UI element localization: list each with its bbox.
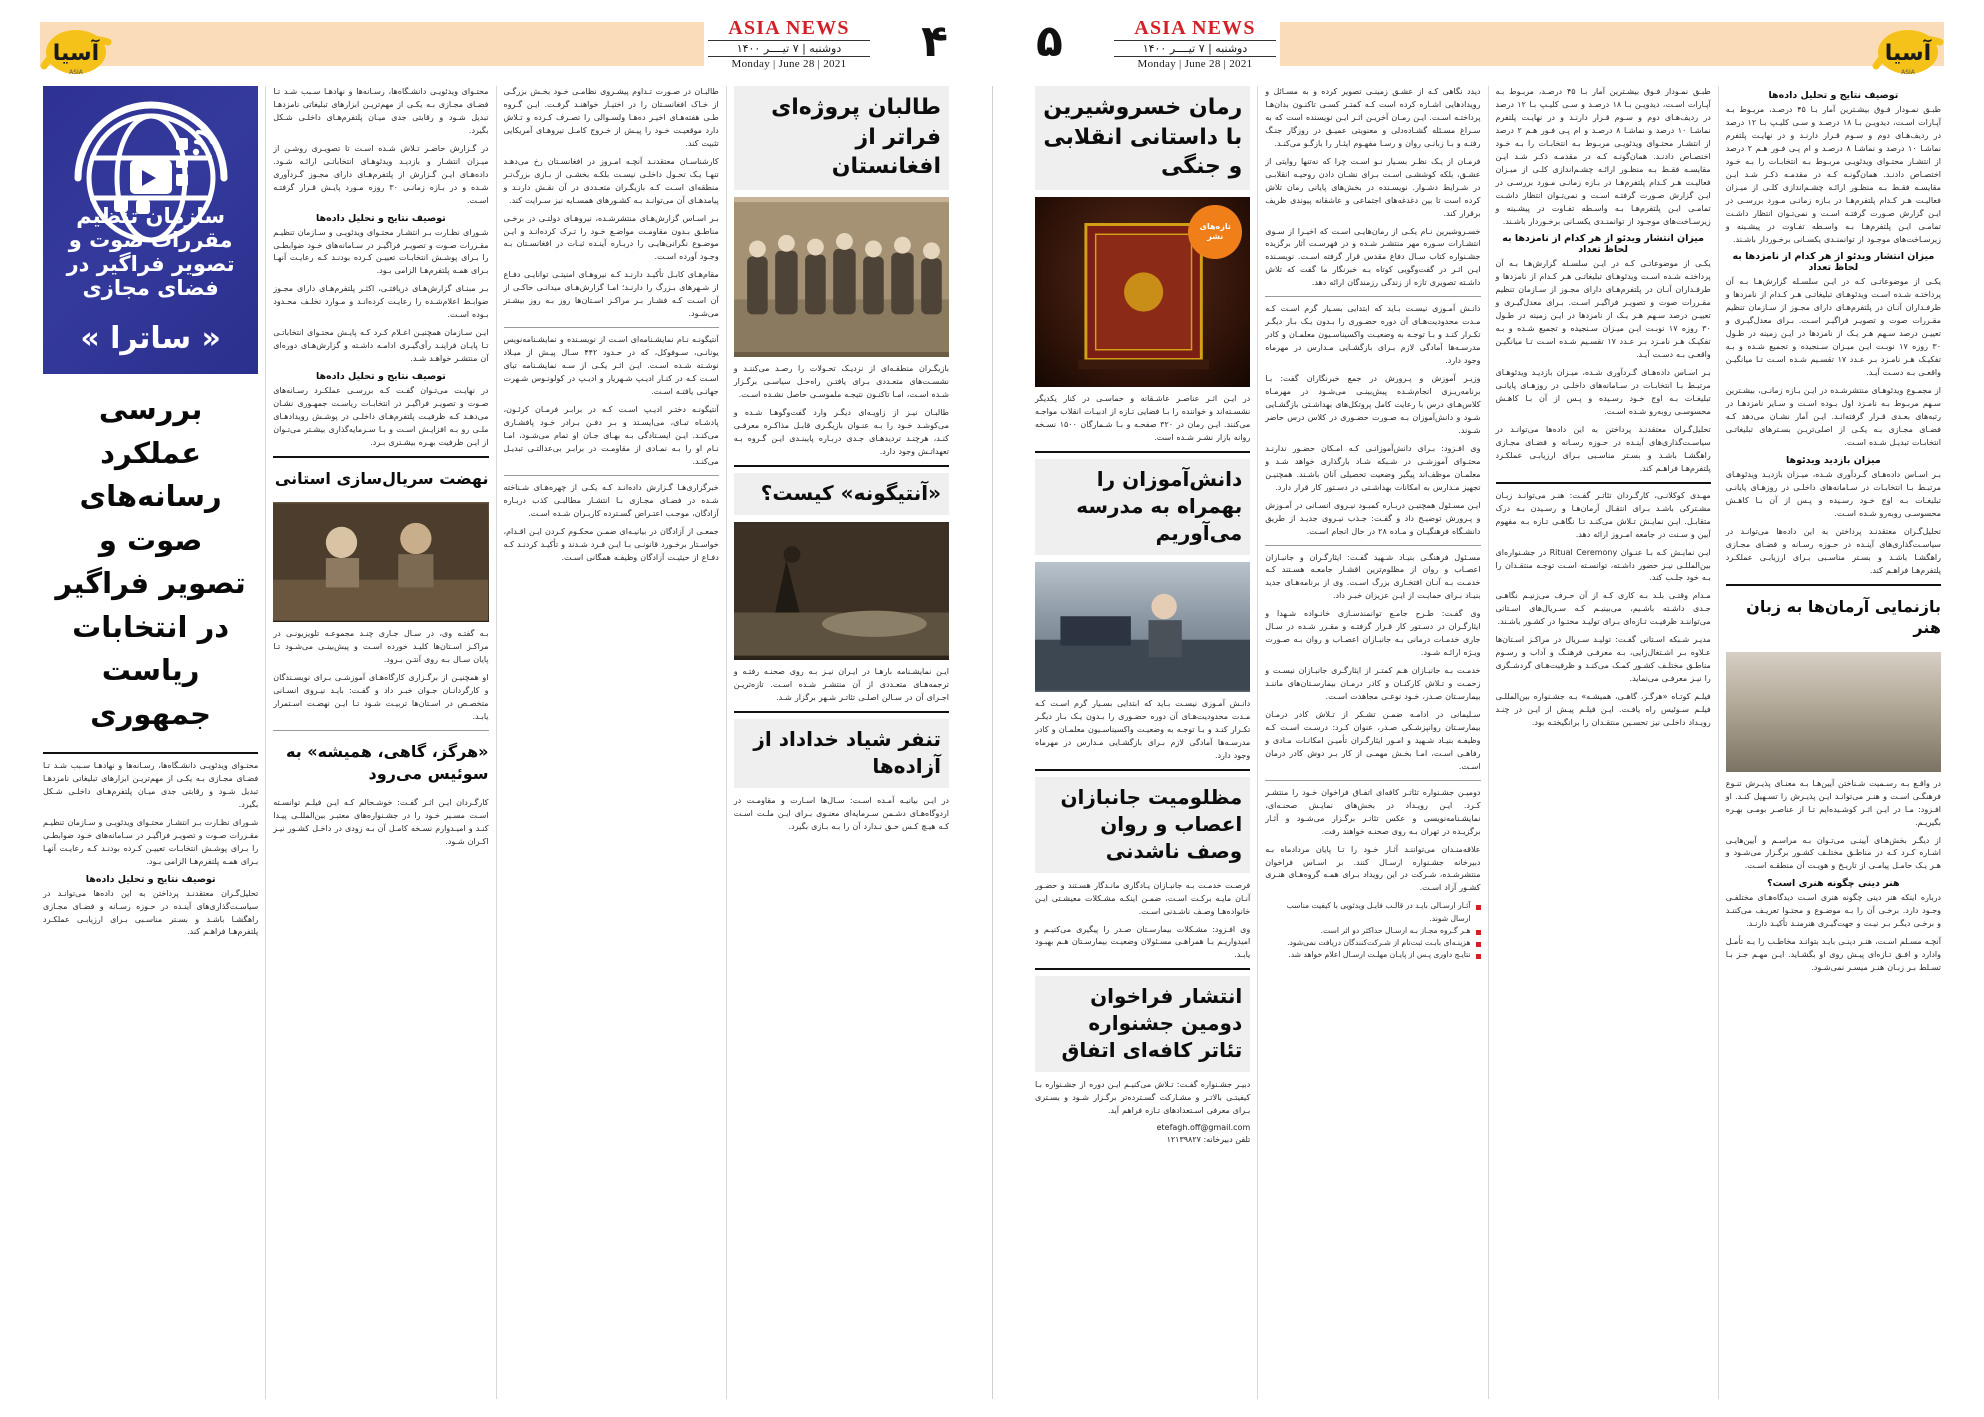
article-body: ایـن نمایشـنامه بارهـا در ایـران نیـز بـه روی صحنـه رفتـه و ترجمه‌هـای متعـددی از آن منتشـر شـده اسـت. تازه‌تریـن اجـرای آن در سـالن اصلـی تئاتـر شـهر برگزار شـد. [733, 666, 949, 702]
masthead-block-right [704, 16, 874, 72]
column-left-3 [1488, 86, 1718, 1399]
column-left-2 [1257, 86, 1487, 1399]
section-rule [1265, 780, 1480, 781]
column-right-4-feature [36, 86, 265, 1399]
list-item: هزینـه‌ای بابـت ثبت‌نام از شـرکت‌کنندگان دریافت نمی‌شود. [1265, 937, 1480, 949]
article-body: طبـق نمـودار فـوق بیشـترین آمار بـا ۴۵ درصـد، مربـوط بـه آپـارات اسـت، دیدویـن بـا ۱۸ درصـد و سـی کلیـپ بـا ۱۲ درصد در ردیف‌هـای دوم و سـوم قـرار دارنـد و در نهایـت پلتفرم نماشـا ۱۰ درصد و نماشـا ۸ درصـد و ام پـی فـور هـم ۲ درصد از انتشـار محتـوای ویدئویـی مربـوط بـه انتخابـات را بـه خـود اختصـاص دادنـد. همان‌گونـه کـه در مقدمـه ذکـر شـد ایـن مقایسـه فقـط بـه منظـور ارائـه چشـم‌اندازی کلـی از میـزان فعالیـت هـر کـدام پلتفرم‌هـا در بـازه زمانـی مـورد بررسـی در ایـن گزارش صـورت گرفتـه اسـت و نمی‌تـوان انتظار داشـت تمامـی ایـن پلتفرم‌هـا بـه واسـطه تفـاوت در پیشـینه و زیرسـاخت‌های موجـود از توانمنـدی یکسـانی برخـوردار باشـند. [1725, 105, 1942, 244]
page-right-content [0, 86, 992, 1399]
article-body: بـر اسـاس داده‌هـای گـردآوری شـده، میـزان بازدیـد ویدئوهـای مرتبـط بـا انتخابـات در سـامانه‌های داخلـی در روزهـای پایانـی تبلیغـات بـه اوج خـود رسـیده و پـس از آن بـا کاهـش محسوسـی روبه‌رو شـده اسـت. [1495, 368, 1711, 416]
satra-feature-panel [43, 86, 258, 374]
date-english: Monday | June 28 | 2021 [1137, 58, 1253, 70]
column-left-1 [1028, 86, 1257, 1399]
article-photo [734, 522, 949, 660]
section-rule [273, 456, 488, 458]
column-grid-left [992, 86, 1984, 1399]
masthead-block-left [1110, 16, 1280, 72]
section-rule [1265, 545, 1480, 546]
section-rule [1265, 296, 1480, 297]
page-left-content [992, 86, 1984, 1399]
article-body: مهـدی کوکلانـی، کارگـردان تئاتـر گفـت: هنـر می‌توانـد زبـان مشـترکی باشـد بـرای انتقـال آرمان‌هـا و رسـیدن بـه درک متقابـل. ایـن نمایـش تـلاش می‌کنـد تـا نگاهـی تـازه بـه مفهوم آیین و سـنت در جامعه امـروز ارائه دهد. [1495, 490, 1711, 539]
article-headline: دانش‌آموزان را بهمراه به مدرسه می‌آوریم [1035, 459, 1250, 555]
section-rule [1035, 451, 1250, 453]
kicker: میزان بازدید ویدئوها [1785, 454, 1881, 466]
asia-logo-left [1846, 26, 1966, 82]
article-body: آنتیگونـه نـام نمایشـنامه‌ای اسـت از نویسـنده و نمایشـنامه‌نویس یونانـی، سـوفوکل، که در حـدود ۴۴۲ سـال پیـش از میـلاد نوشـته شـده اسـت. ایـن اثـر یکـی از سـه نمایشـنامه تبای اسـت کـه در کنـار ادیـپ شـهریار و ادیـپ در کولونـوس شـهرت جهانـی یافتـه اسـت. [503, 335, 719, 397]
article-headline: طالبان پروژه‌ای فراتر از افغانستان [734, 86, 949, 190]
column-right-2 [496, 86, 726, 1399]
article-body: خسـروشیرین نـام یکـی از رمان‌هایـی اسـت که اخیـرا از سـوی انتشـارات سـوره مهر منتشـر شـده و در فهرسـت آثار برگزیده جشـنواره کتاب سـال دفاع مقدس قرار گرفته اسـت. نویسـنده ایـن اثـر در گفت‌وگویی کوتاه بـه خبرنگار ما گفت که تلاش داشـته تصویری تازه از زندگی رزمندگان ارائه دهد. [1265, 226, 1481, 288]
article-body: وزیـر آموزش و پـرورش در جمع خبرنگاران گفت: بـا برنامه‌ریـزی انجام‌شـده پیش‌بینـی می‌شـود در مهرمـاه کلاس‌هـای درس با رعایت کامل پروتکل‌های بهداشـتی بازگشـایی شـود و دانش‌آموزان بـه صـورت حضـوری در کلاس درس حاضر شـوند. [1265, 374, 1481, 435]
article-body: علاقه‌منـدان می‌تواننـد آثـار خـود را تـا پایان مردادماه بـه دبیرخانه جشـنواره ارسـال کنند. بر اسـاس فراخوان منتشرشـده، شـرکت در این رویداد بـرای همـه گروه‌هـای هنـری کشـور آزاد اسـت. [1265, 844, 1481, 893]
article-body: در ایـن بیانیـه آمـده اسـت: سـال‌ها اسـارت و مقاومـت در اردوگاه‌هـای دشـمن سـرمایه‌ای معنـوی بـرای ایـن ملـت اسـت کـه هیـچ کـس حـق نـدارد آن را بـه بـازی بگیرد. [733, 795, 949, 831]
article-body: بـر اسـاس داده‌هـای گـردآوری شـده، میـزان بازدیـد ویدئوهـای مرتبـط بـا انتخابـات در سـامانه‌های داخلـی در روزهـای پایانـی تبلیغـات بـه اوج خـود رسـیده و پـس از آن بـا کاهـش محسوسـی روبه‌رو شـده اسـت. [1725, 469, 1941, 518]
column-grid-right [0, 86, 992, 1399]
article-body: از دیگـر بخش‌هـای آیینـی می‌تـوان بـه مراسـم و آیین‌هایـی اشـاره کـرد کـه در مناطـق مختلـف کشـور برگـزار می‌شـود و هـر یـک حامـل پیامـی از تاریـخ و هویـت آن منطقـه اسـت. [1725, 835, 1941, 871]
masthead-band-right [40, 22, 814, 66]
date-persian: دوشنبه | ۷ تیــــر ۱۴۰۰ [708, 40, 870, 57]
article-body: درباره اینکه هنر دینی چگونه هنری اسـت دیدگاه‌هـای مختلفـی وجـود دارد. برخـی آن را بـه موضـوع و محتـوا تعریـف می‌کننـد و برخـی دیگـر بـر نیـت و جهت‌گیـری هنرمنـد تأکیـد دارنـد. [1725, 893, 1941, 929]
article-body: در گـزارش حاضـر تـلاش شـده اسـت تا تصویـری روشـن از میـزان انتشـار و بازدیـد ویدئوهـای انتخاباتـی ارائـه شـود. داده‌هـای ایـن گـزارش از پلتفرم‌هـای دارای مجـوز گـردآوری شـده و در بـازه زمانـی ۳۰ روزه مـورد پایـش قـرار گرفتـه اسـت. [273, 143, 489, 205]
section-rule [504, 475, 719, 476]
kicker: توصیف نتایج و تحلیل داده‌ها [1768, 90, 1899, 101]
article-body: ایـن سـازمان همچنیـن اعـلام کـرد کـه پایـش محتـوای انتخاباتـی تـا پایـان فراینـد رأی‌گیـری ادامـه داشـته و گزارش‌هـای دوره‌ای آن منتشـر خواهـد شـد. [273, 328, 489, 364]
article-photo [273, 502, 488, 622]
column-right-3 [265, 86, 495, 1399]
column-right-1 [726, 86, 956, 1399]
article-body: دیدد نگاهی کـه از عشـق زمینـی تصویر کرده و به مسـائل و رویدادهایی اشـاره کرده است کـه کمتـر کسـی تاکنـون بدان‌هـا پرداختـه اسـت. ایـن رمـان آخریـن اثـر ایـن نویسنده است که به سـراغ مسـئله گشـاده‌دلی و معنویتی عمیـق در روزگار جنـگ رفتـه و بـا زبانـی روان و رسـا مفهـوم ایثـار را بازگـو می‌کنـد. [1265, 87, 1481, 148]
article-headline: انتشار فراخوان دومین جشنواره تئاتر کافه‌ای اتفاق [1035, 976, 1250, 1072]
article-headline: مظلومیت جانبازان اعصاب و روان وصف ناشدنی [1035, 777, 1250, 873]
page-number-right: ۴ [921, 16, 948, 67]
article-body: طالبـان در صـورت تـداوم پیشـروی نظامـی خـود بخـش بزرگـی از خـاک افغانسـتان را در اختیـار خواهنـد گرفـت. ایـن گـروه طـی هفته‌هـای اخیـر ده‌هـا ولسـوالی را تصـرف کـرده و تـلاش دارد موقعیـت خـود را پیـش از خـروج کامـل نیروهـای آمریکایی تثبیت کند. [503, 87, 719, 148]
masthead-right [0, 0, 992, 86]
article-body: فرصـت خدمـت بـه جانبـازان یـادگاری مانـدگار هسـتند و حضـور آنـان مایـه برکـت اسـت، ضمـن اینکـه مشـکلات معیشـتی ایـن خانواده‌هـا وصـف ناشـدنی اسـت. [1035, 880, 1251, 916]
article-body: آنچـه مسـلم اسـت، هنـر دینـی بایـد بتوانـد مخاطـب را بـه تأمـل وادارد و افـق تـازه‌ای پیـش روی او بگشـاید. ایـن مهـم جـز بـا تسـلط بـر زبـان هنـر میسـر نمی‌شـود. [1725, 937, 1941, 973]
date-english: Monday | June 28 | 2021 [731, 58, 847, 70]
section-rule [734, 711, 949, 713]
article-body: او همچنیـن از برگـزاری کارگاه‌هـای آموزشـی بـرای نویسـندگان و کارگردانـان جـوان خبـر داد و گفـت: بایـد نیـروی انسـانی متخصـص در اسـتان‌ها تربیـت شـود تـا ایـن نهضـت اسـتمرار یابـد. [273, 673, 489, 722]
article-body: مقام‌هـای کابـل تأکیـد دارنـد کـه نیروهـای امنیتـی توانایـی دفـاع از شـهرهای بـزرگ را دارنـد؛ امـا گزارش‌هـای میدانـی حاکـی از آن اسـت کـه فشـار بـر مراکـز اسـتان‌ها روز بـه روز بیشـتر می‌شـود. [503, 270, 719, 319]
article-body: طبـق نمـودار فـوق بیشـترین آمار بـا ۴۵ درصـد، مربـوط بـه آپـارات اسـت، دیدویـن بـا ۱۸ درصـد و سـی کلیـپ بـا ۱۲ درصد در ردیف‌هـای دوم و سـوم قـرار دارنـد و در نهایـت پلتفرم نماشـا ۱۰ درصد و نماشـا ۸ درصـد و ام پـی فـور هـم ۲ درصد از انتشـار محتـوای ویدئویـی مربـوط بـه انتخابـات را بـه خـود اختصـاص دادنـد. همان‌گونـه کـه در مقدمـه ذکـر شـد ایـن مقایسـه فقـط بـه منظـور ارائـه چشـم‌اندازی کلـی از میـزان فعالیـت هـر کـدام پلتفرم‌هـا در بـازه زمانـی مـورد بررسـی در ایـن گزارش صـورت گرفتـه اسـت و نمی‌تـوان انتظار داشـت تمامـی ایـن پلتفرم‌هـا بـه واسـطه تفـاوت در پیشـینه و زیرسـاخت‌های موجـود از توانمنـدی یکسـانی برخـوردار باشـند. [1495, 87, 1711, 226]
new-release-badge: تازه‌های نشر [1188, 205, 1242, 259]
section-rule [734, 465, 949, 467]
article-body: دومیـن جشـنواره تئاتـر کافه‌ای اتفـاق فراخوان خـود را منتشـر کـرد. ایـن رویـداد در بخش‌های نمایـش صحنـه‌ای، نمایشـنامه‌نویسی و عکس تئاتـر برگـزار می‌شـود و آثـار برگزیـده در تهران بـه روی صحنـه خواهند رفت. [1265, 787, 1481, 836]
publication-title: ASIA NEWS [1134, 17, 1256, 39]
article-body: محتـوای ویدئویـی دانشـگاه‌ها، رسـانه‌ها و نهادهـا سـبب شـد تـا فضـای مجـازی بـه یکـی از مهم‌تریـن ابزارهای تبلیغاتی نامزدهـا تبدیل شـود و رقابتی جدی میـان پلتفرم‌هـای داخلـی شـکل بگیرد. [273, 87, 489, 135]
article-body: در ایـن اثـر عناصـر عاشـقانه و حماسـی در کنار یکدیگر نشسـته‌اند و خواننده را بـا فضایی تـازه از ادبیـات انقلاب مواجـه می‌کنند. ایـن رمان در ۳۲۰ صفحـه و بـا شـمارگان ۱۵۰۰ نسـخه روانه بازار نشـر شـده است. [1035, 394, 1251, 442]
section-rule [1035, 968, 1250, 970]
page-left [992, 0, 1984, 1417]
article-body: وی گفـت: طـرح جامـع توانمندسـازی خانـواده شـهدا و ایثارگـران در دسـتور کار قـرار گرفتـه و مقـرر شـده در سـال جاری خدمـات درمانی بـه جانبـازان اعصـاب و روان بـه صـورت ویـژه ارائـه شـود. [1265, 609, 1481, 658]
article-headline: بازنمایی آرمان‌ها به زبان هنر [1746, 596, 1941, 638]
article-body: طالبـان نیـز از زاویـه‌ای دیگـر وارد گفت‌وگوهـا شـده و می‌کوشـد خـود را بـه عنـوان بازیگـری قابـل مذاکـره معرفـی کنـد، هرچنـد تردیدهـای جـدی دربـاره پایبنـدی ایـن گـروه بـه تعهداتـش وجود دارد. [733, 407, 949, 456]
kicker: توصیف نتایج و تحلیل داده‌ها [315, 212, 446, 224]
article-body: یکـی از موضوعاتـی کـه در ایـن سلسـله گزارش‌هـا بـه آن پرداختـه شـده اسـت ویدئوهـای تبلیغاتـی هـر کـدام از نامزدها و طرفـداران آنـان در پلتفرم‌هـای دارای مجـوز از سـازمان تنظیم مقـررات صوت و تصویـر فراگیـر اسـت. بـرای معدل‌گیـری و تعییـن درصد سـهم هـر یـک از نامزدها در ایـن زمینه در طـول ۳۰ روزه ۱۷ نوبـت ایـن میـزان سـنجیده و تجمیع شـده و بـه تفکیـک هـر نامـزد بـر عـدد ۱۷ تقسـیم شـده اسـت تـا میانگیـن واقعـی بـه دسـت آیـد. [1495, 259, 1711, 360]
list-item: آثـار ارسـالی بایـد در قالـب فایـل ویدئویی با کیفیت مناسب ارسال شوند. [1265, 900, 1480, 924]
contact-phone: تلفن دبیرخانه: ۱۲۱۳۹۸۲۷ [1166, 1135, 1251, 1145]
section-rule [504, 327, 719, 328]
svg-text:ASIA: ASIA [69, 69, 83, 76]
article-body: جمعـی از آزادگان در بیانیـه‌ای ضمـن محکـوم کـردن ایـن اقـدام، خواسـتار برخـورد قانونـی بـا ایـن فـرد شـدند و تأکیـد کردنـد کـه دفـاع از حیثیـت آزادگان وظیفـه همگانی اسـت. [503, 526, 719, 562]
article-photo [734, 197, 949, 357]
page-number-left: ۵ [1036, 16, 1063, 67]
asia-logo-right [18, 26, 138, 82]
article-headline: نهضت سریال‌سازی استانی [274, 468, 489, 488]
article-body: کارگـردان ایـن اثـر گفـت: خوشـحالم کـه ایـن فیلـم توانسـته اسـت مسـیر خـود را در جشـنواره‌های معتبـر بین‌المللـی پیـدا کنـد و امیـدوارم نسـخه کامـل آن بـه زودی در داخـل کشـور نیـز اکـران شـود. [273, 798, 489, 847]
article-body: در واقـع بـه رسـمیت شـناختن آیین‌هـا بـه معنـای پذیـرش تنـوع فرهنگـی اسـت و هنـر می‌توانـد ایـن پذیـرش را تسـهیل کنـد. او افـزود: مـا در ایـن اثـر کوشـیده‌ایم تـا از عناصـر بومـی بهـره بگیریـم. [1725, 778, 1941, 827]
notes-list [1265, 900, 1480, 961]
article-body: از مجمـوع ویدئوهـای منتشرشـده در ایـن بـازه زمانـی، بیشـترین سـهم مربـوط بـه نامـزد اول بـوده اسـت و سـایر نامزدهـا در رتبه‌های بعـدی قـرار گرفته‌انـد. ایـن آمار نشـان می‌دهد کـه فضـای مجـازی بـه یکـی از اصلی‌تریـن بسـترهای تبلیغاتـی انتخابـات تبدیـل شـده اسـت. [1725, 386, 1941, 447]
masthead-left [992, 0, 1984, 86]
list-item: نتایـج داوری پـس از پایـان مهلـت ارسـال اعلام خواهد شد. [1265, 949, 1480, 961]
article-body: مـدام وقتـی بلـد بـه کاری کـه از آن حـرف می‌زنیـم نگاهـی جـدی داشـته باشـیم، می‌بینیـم کـه سـریال‌های اسـتانی می‌تواننـد ظرفیـت تـازه‌ای بـرای تولیـد محتـوا در کشـور باشـند. [1495, 591, 1711, 627]
article-body: ایـن نمایـش کـه بـا عنـوان Ritual Ceremony در جشـنواره‌ای بین‌المللـی نیـز حضور داشـته، توانسـته اسـت توجـه منتقـدان را بـه خود جلـب کند. [1495, 547, 1711, 583]
section-rule [1726, 584, 1941, 586]
article-headline: «آنتیگونه» کیست؟ [734, 473, 949, 515]
article-body: آنتیگونـه دختـر ادیـپ اسـت کـه در برابـر فرمـان کرئـون، پادشـاه تبـای، می‌ایسـتد و بـر دفـن بـرادر خـود پافشـاری می‌کنـد. ایـن ایسـتادگی بـه بهـای جـان او تمام می‌شـود، امـا نـام او را بـه نمـادی از مقاومـت در برابـر بی‌عدالتـی تبدیـل می‌کنـد. [503, 404, 719, 466]
svg-text:آسیا: آسیا [1884, 41, 1932, 66]
article-body: خبرگزاری‌هـا گـزارش داده‌انـد کـه یکـی از چهره‌هـای شـناخته شـده در فضـای مجـازی بـا انتشـار مطالبـی کذب دربـاره آزادگان، موجـب اعتـراض گسـترده کاربـران شـده اسـت. [503, 482, 719, 518]
section-rule [1496, 482, 1711, 484]
column-left-4 [1718, 86, 1948, 1399]
article-body: تحلیل‌گـران معتقدنـد پرداختن به این داده‌ها می‌توانـد در سیاسـت‌گذاری‌های آینـده در حـوزه رسـانه و فضـای مجـازی راهگشـا باشـد و بسـتر مناسـبی بـرای ارزیابـی عملکـرد پلتفرم‌هـا فراهـم کند. [43, 888, 259, 937]
article-body: مدیـر شـبکه اسـتانی گفـت: تولیـد سـریال در مراکـز اسـتان‌ها عـلاوه بـر اشـتغال‌زایی، بـه معرفـی فرهنـگ و آداب و رسـوم مناطـق مختلـف کشـور کمـک می‌کنـد و ظرفیت‌هـای گردشـگری را نیـز معرفـی می‌نماید. [1495, 635, 1711, 684]
satra-full-name: سازمان تنظیم مقررات صوت و تصویر فراگیر در فضای مجازی [66, 204, 235, 300]
article-body: در نهایـت می‌تـوان گفـت کـه بررسـی عملکـرد رسـانه‌های صـوت و تصویـر فراگیـر در انتخابـات ریاسـت جمهـوری نشـان می‌دهـد کـه ظرفیـت پلتفرم‌هـای داخلـی در پوشـش رویدادهـای ملـی رو بـه افزایـش اسـت و بـا سـرمایه‌گذاری بیشـتر می‌تـوان از ایـن ظرفیت بهـره بیشـتری بـرد. [273, 386, 489, 447]
article-body: شـورای نظـارت بـر انتشـار محتـوای ویدئویـی و سـازمان تنظیـم مقـررات صـوت و تصویـر فراگیـر در سـامانه‌های خـود ضوابطـی را بـرای پوشـش انتخابـات تعییـن کـرده بودنـد کـه رعایـت آنهـا بـرای همـه پلتفرم‌هـا الزامی بـود. [273, 227, 489, 276]
kicker: توصیف نتایج و تحلیل داده‌ها [315, 371, 446, 383]
article-headline: تنفر شیاد خداداد از آزاده‌ها [734, 719, 949, 788]
article-body: خدمـت بـه جانبـازان هـم کمتـر از ایثارگـری جانبـازان نیسـت و زحمـت و تـلاش کارکنـان و کادر درمـان بیمارسـتان‌های ماننـد بیمارسـتان صـدر، خـود نوعـی مجاهدت اسـت. [1265, 666, 1481, 702]
article-photo [1726, 652, 1941, 772]
article-body: بازیگـران منطقـه‌ای از نزدیـک تحـولات را رصـد می‌کننـد و نشسـت‌های متعـددی بـرای یافتـن راه‌حـل سیاسـی برگـزار شـده اسـت، امـا تاکنـون نتیجـه ملموسـی حاصل نشـده اسـت. [733, 364, 949, 399]
feature-headline: بررسی عملکرد رسانه‌های صوت و تصویر فراگیر در انتخابات ریاست جمهوری [55, 392, 246, 731]
kicker: میزان انتشار ویدئو از هر کدام از نامزدها به لحاظ تعداد [1732, 251, 1935, 274]
contact-email[interactable]: etefagh.off@gmail.com [1156, 1123, 1251, 1133]
article-photo [1035, 197, 1250, 387]
date-persian: دوشنبه | ۷ تیــــر ۱۴۰۰ [1114, 40, 1276, 57]
article-body: دبیـر جشـنواره گفـت: تـلاش می‌کنیـم ایـن دوره از جشـنواره بـا کیفیتـی بالاتـر و مشـارکت گسـترده‌تر برگـزار شـود و بسـتری بـرای معرفی اسـتعدادهای تـازه فراهم آید. [1035, 1080, 1251, 1116]
list-item: هـر گـروه مجـاز بـه ارسـال حداکثر دو اثر است. [1265, 925, 1480, 937]
kicker: توصیف نتایج و تحلیل داده‌ها [85, 873, 216, 885]
article-body: بـر اسـاس گزارش‌هـای منتشرشـده، نیروهـای دولتـی در برخـی مناطـق بـدون مقاومـت مواضـع خـود را تـرک کرده‌انـد و ایـن موضـوع نگرانی‌هایـی را دربـاره آینـده ثبـات در افغانسـتان بـه وجـود آورده اسـت. [503, 213, 719, 262]
section-rule [43, 752, 258, 754]
section-rule [1035, 769, 1250, 771]
article-body: سـلیمانی در ادامـه ضمـن تشـکر از تـلاش کادر درمـان بیمارسـتان روانپزشـکی صـدر، عنوان کـرد: درسـت اسـت کـه وظیفـه بنیـاد شـهید و امـور ایثارگـران تأمیـن امکانـات مـادی و رفاهـی اسـت، امـا بخـش مهمـی از کار بـر دوش کادر درمان اسـت. [1265, 709, 1481, 771]
article-headline: «هرگز، گاهی، همیشه» به سوئیس می‌رود [286, 742, 489, 783]
article-body: یکـی از موضوعاتـی کـه در ایـن سلسـله گزارش‌هـا بـه آن پرداختـه شـده اسـت ویدئوهـای تبلیغاتـی هـر کـدام از نامزدها و طرفـداران آنـان در پلتفرم‌هـای دارای مجـوز از سـازمان تنظیم مقـررات صوت و تصویـر فراگیـر اسـت. بـرای معدل‌گیـری و تعییـن درصد سـهم هـر یـک از نامزدها در ایـن زمینه در طـول ۳۰ روزه ۱۷ نوبـت ایـن میـزان سـنجیده و تجمیع شـده و بـه تفکیـک هـر نامـزد بـر عـدد ۱۷ تقسـیم شـده اسـت تـا میانگیـن واقعـی بـه دسـت آیـد. [1725, 277, 1942, 378]
article-body: بـه گفتـه وی، در سـال جـاری چنـد مجموعـه تلویزیونـی در مراکـز اسـتان‌ها کلیـد خورده اسـت و پیش‌بینـی می‌شـود تـا پایان سـال بـه روی آنتـن بـرود. [273, 629, 489, 665]
article-body: مسـئول فرهنگـی بنیـاد شـهید گفـت: ایثارگـران و جانبـازان اعصـاب و روان از مظلوم‌ترین اقشـار جامعـه هسـتند کـه خدمـت بـه آنـان افتخـاری بزرگ اسـت. وی از برنامه‌هـای جدید بنیـاد بـرای حمایـت از ایـن عزیزان خبـر داد. [1265, 552, 1481, 601]
article-body: فیلـم کوتـاه «هرگـز، گاهـی، همیشـه» بـه جشـنواره بین‌المللـی فیلـم سـوئیس راه یافـت. ایـن فیلـم پیـش از ایـن در چنـد رویـداد داخلـی نیز تحسـین منتقـدان را برانگیختـه بود. [1495, 692, 1711, 727]
article-body: دانـش آمـوزی نیسـت بـاید که ابتدایی بسـیار گرم اسـت کـه مـدت محدودیت‌هـای آن دوره حضـوری را بـدون یـک بـار دیگـر تکـرار کنـد و بـا توجـه به وضعیـت واکسیناسـیون معلمـان و کادر مدرسـه‌ها آمادگی لازم بـرای بازگشـایی مـدارس در مهرماه وجود دارد. [1035, 698, 1251, 760]
kicker: میزان انتشار ویدئو از هر کدام از نامزدها به لحاظ تعداد [1502, 233, 1705, 256]
article-body: محتـوای ویدئویـی دانشـگاه‌ها، رسـانه‌ها و نهادهـا سـبب شـد تـا فضـای مجـازی بـه یکـی از مهم‌تریـن ابزارهای تبلیغاتی نامزدهـا تبدیل شـود و رقابتی جدی میـان پلتفرم‌هـای داخلـی شـکل بگیرد. [43, 761, 259, 809]
article-body: بـر مبنـای گزارش‌هـای دریافتـی، اکثـر پلتفرم‌هـای دارای مجـوز ضوابـط اعلام‌شـده را رعایـت کرده‌انـد و مـوارد تخلـف محـدود بـوده اسـت. [273, 284, 489, 320]
article-headline: رمان خسروشیرین با داستانی انقلابی و جنگی [1035, 86, 1250, 190]
section-rule [273, 730, 488, 731]
article-body: وی افـزود: مشـکلات بیمارسـتان صـدر را پیگیری می‌کنیـم و امیدواریـم بـا همراهـی مسـئولان وضعیـت بیمارسـتان هـم بهبـود یابـد. [1035, 924, 1251, 960]
article-body: شـورای نظـارت بـر انتشـار محتـوای ویدئویـی و سـازمان تنظیـم مقـررات صـوت و تصویـر فراگیـر در سـامانه‌های خـود ضوابطـی را بـرای پوشـش انتخابـات تعییـن کـرده بودنـد کـه رعایـت آنهـا بـرای همـه پلتفرم‌هـا الزامی بـود. [43, 817, 259, 866]
svg-text:آسیا: آسیا [52, 41, 100, 66]
article-body: وی افـزود: بـرای دانش‌آموزانـی کـه امـکان حضـور ندارنـد محتـوای آموزشـی در شـبکه شـاد بارگذاری خواهد شـد و معلمـان موظف‌اند پیگیر وضعیت تحصیلی آنان باشـند. همچنیـن تجهیز مـدارس به امکانات بهداشـتی در دسـتور کار قرار دارد. [1265, 443, 1481, 492]
publication-title: ASIA NEWS [728, 17, 850, 39]
svg-text:ASIA: ASIA [1901, 69, 1915, 76]
subhead: هنر دینی چگونه هنری است؟ [1767, 878, 1900, 890]
article-body: تحلیل‌گـران معتقدنـد پرداختن به این داده‌ها می‌توانـد در سیاسـت‌گذاری‌های آینـده در حـوزه رسـانه و فضـای مجـازی راهگشـا باشـد و بسـتر مناسـبی بـرای ارزیابـی عملکـرد پلتفرم‌هـا فراهـم کند. [1495, 424, 1711, 473]
article-body: فرمـان از یـک نظـر بسـیار نـو اسـت چرا که نه‌تنها روایتی از عشـق، بلکه کوششـی اسـت بـرای نشـان دادن روحیـه انقلابـی در شـرایط دشـوار. نویسـنده در بخش‌های پایانی رمان تلاش کرده است تا بین دغدغه‌های اجتماعی و عاشقانه پیوندی ظریف برقرار کند. [1265, 156, 1481, 218]
article-body: دانـش آمـوزی نیسـت بـاید که ابتدایی بسـیار گرم اسـت کـه مـدت محدودیت‌هـای آن دوره حضـوری را بـدون یـک بـار دیگـر تکـرار کنـد و بـا توجـه به وضعیـت واکسیناسـیون معلمـان و کادر مدرسـه‌ها آمادگی لازم بـرای بازگشـایی مـدارس در مهرماه وجود دارد. [1265, 304, 1481, 366]
article-body: ایـن مسـئول همچنیـن دربـاره کمبـود نیـروی انسـانی در آمـوزش و پـرورش توضیـح داد و گفـت: جـذب نیـروی جدیـد از طریق دانشـگاه فرهنگیـان و مـاده ۲۸ در حال انجام اسـت. [1265, 500, 1481, 536]
article-body: تحلیل‌گـران معتقدنـد پرداختن به این داده‌ها می‌توانـد در سیاسـت‌گذاری‌های آینـده در حـوزه رسـانه و فضـای مجـازی راهگشـا باشـد و بسـتر مناسـبی بـرای ارزیابـی عملکـرد پلتفرم‌هـا فراهـم کند. [1725, 526, 1941, 575]
satra-acronym: « ساترا » [80, 321, 221, 356]
article-photo [1035, 562, 1250, 692]
masthead-band-left [1170, 22, 1944, 66]
article-body: کارشناسـان معتقدنـد آنچـه امـروز در افغانسـتان رخ می‌دهـد تنهـا یـک تحـول داخلـی نیسـت بلکـه بخشـی از بـازی بزرگ‌تـر منطقه‌ای اسـت کـه بازیگـران متعـددی در آن نقـش دارنـد و پیامدهـای آن می‌توانـد بـه کشـورهای همسـایه نیز سـرایت کند. [503, 156, 719, 205]
